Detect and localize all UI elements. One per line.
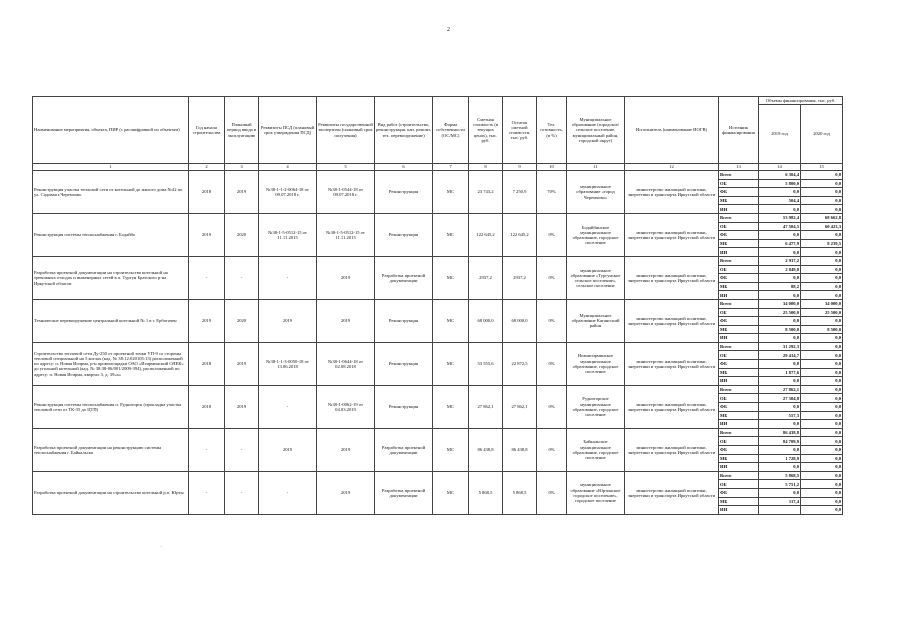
column-number: 6 <box>375 164 433 171</box>
amount-2019: 0,0 <box>759 377 801 386</box>
header-expertise: Реквизиты государственной экспертизы (плановый срок получения) <box>317 97 375 164</box>
amount-2019: 31 292,3 <box>759 342 801 351</box>
funding-source: Всего <box>719 428 759 437</box>
header-start: Год начала строительства <box>189 97 225 164</box>
amount-2020: 0,0 <box>801 256 843 265</box>
executor: министерство жилищной политики, энергетики и транспорта Иркутской области <box>625 213 719 256</box>
funding-source: ФБ <box>719 488 759 497</box>
column-number: 9 <box>503 164 537 171</box>
page-number: 2 <box>447 27 450 33</box>
header-rest: Остаток сметной стоимости, тыс. руб. <box>503 97 537 164</box>
start-year: 2019 <box>189 213 225 256</box>
amount-2020: 0,0 <box>801 265 843 274</box>
funding-source: ФБ <box>719 317 759 326</box>
ownership-form: МС <box>433 471 469 514</box>
work-type: Реконструкция <box>375 299 433 342</box>
object-name: Реконструкция участка тепловой сети от котельной до жилого дома №42 по ул. Садовая г.Черемхово <box>33 171 189 214</box>
end-period: 2020 <box>225 299 259 342</box>
amount-2019: 0,0 <box>759 231 801 240</box>
remaining-cost: 122 645,2 <box>503 213 537 256</box>
amount-2019: 27 862,1 <box>759 385 801 394</box>
funding-source: МБ <box>719 411 759 420</box>
amount-2020: 0,0 <box>801 411 843 420</box>
funding-source: МБ <box>719 325 759 334</box>
municipality: муниципальное образование «Тургунское сельское поселение», сельское поселение <box>567 256 625 299</box>
funding-source: МБ <box>719 497 759 506</box>
amount-2020: 0,0 <box>801 171 843 180</box>
funding-source: ОБ <box>719 222 759 231</box>
header-funding-title: Объемы финансирования, тыс. руб. <box>759 97 843 105</box>
expertise-details: 2019 <box>317 428 375 471</box>
ownership-form: МС <box>433 385 469 428</box>
remaining-cost: 27 862,1 <box>503 385 537 428</box>
amount-2020: 0,0 <box>801 179 843 188</box>
amount-2020: 0,0 <box>801 291 843 300</box>
funding-source: ИИ <box>719 334 759 343</box>
funding-source: ОБ <box>719 437 759 446</box>
funding-source: ФБ <box>719 446 759 455</box>
amount-2020: 60 423,3 <box>801 222 843 231</box>
amount-2019: 504,4 <box>759 196 801 205</box>
psd-details: 2019 <box>259 299 317 342</box>
financing-table <box>32 96 843 515</box>
remaining-cost: 5 868,5 <box>503 471 537 514</box>
amount-2020: 0,0 <box>801 403 843 412</box>
amount-2019: 47 504,5 <box>759 222 801 231</box>
amount-2019: 0,0 <box>759 248 801 257</box>
funding-source: ОБ <box>719 394 759 403</box>
column-numbers-row <box>33 164 843 171</box>
object-name: Разработка проектной документации на реконструкцию системы теплоснабжения г. Байкальска <box>33 428 189 471</box>
work-type: Реконструкция <box>375 385 433 428</box>
column-number: 5 <box>317 164 375 171</box>
amount-2020: 0,0 <box>801 368 843 377</box>
amount-2020: 25 500,0 <box>801 308 843 317</box>
column-number: 2 <box>189 164 225 171</box>
readiness: 0% <box>537 471 567 514</box>
amount-2019: 2 849,0 <box>759 265 801 274</box>
amount-2020: 8 239,5 <box>801 239 843 248</box>
readiness: 0% <box>537 342 567 385</box>
end-period: 2020 <box>225 213 259 256</box>
header-work: Вид работ (строительство, реконструкция, кап. ремонт, тех. перевооружение) <box>375 97 433 164</box>
header-year1: 2019 год <box>759 105 801 164</box>
object-name: Реконструкция системы теплоснабжения г. Бодайбо <box>33 213 189 256</box>
column-number: 11 <box>567 164 625 171</box>
funding-source: Всего <box>719 471 759 480</box>
end-period: 2019 <box>225 342 259 385</box>
amount-2020: 34 000,0 <box>801 299 843 308</box>
funding-source: ИИ <box>719 463 759 472</box>
object-name: Техническое перевооружение центральной котельной № 1 в г. Ербогачен <box>33 299 189 342</box>
funding-source: МБ <box>719 282 759 291</box>
start-year: 2018 <box>189 342 225 385</box>
amount-2019: 0,0 <box>759 463 801 472</box>
estimated-cost: 5 868,5 <box>469 471 503 514</box>
funding-source: ОБ <box>719 265 759 274</box>
amount-2020: 0,0 <box>801 506 843 515</box>
amount-2019: 5 751,2 <box>759 480 801 489</box>
amount-2019: 0,0 <box>759 205 801 214</box>
municipality: Рудногорское муниципальное образование, городское поселение <box>567 385 625 428</box>
funding-source: ОБ <box>719 351 759 360</box>
amount-2019: 34 000,0 <box>759 299 801 308</box>
amount-2020: 0,0 <box>801 317 843 326</box>
object-name: Разработка проектной документации на строительство котельной на тревожных отходах и инженерных сетей в п. Тургун Братского р-на Иркутской области <box>33 256 189 299</box>
amount-2020: 0,0 <box>801 497 843 506</box>
amount-2019: 6 477,9 <box>759 239 801 248</box>
ownership-form: МС <box>433 299 469 342</box>
psd-details: №38-1-5-0512-15 от 11.11.2015 <box>259 213 317 256</box>
work-type: Реконструкция <box>375 171 433 214</box>
estimated-cost: 23 743,2 <box>469 171 503 214</box>
municipality: муниципальное образование «Юртинское городское поселение», городское поселение <box>567 471 625 514</box>
amount-2019: 2 937,2 <box>759 256 801 265</box>
column-number: 15 <box>801 164 843 171</box>
expertise-details: №38-1-5-0512-15 от 11.11.2015 <box>317 213 375 256</box>
amount-2019: 0,0 <box>759 274 801 283</box>
start-year: 2019 <box>189 299 225 342</box>
start-year: 2018 <box>189 385 225 428</box>
table-row <box>33 428 843 437</box>
funding-source: ИИ <box>719 377 759 386</box>
amount-2019: 0,0 <box>759 360 801 369</box>
amount-2019: 1 728,9 <box>759 454 801 463</box>
scan-mark: ˙ <box>160 546 162 552</box>
start-year: - <box>189 256 225 299</box>
header-mo: Муниципальное образование (городское/сельское поселение, муниципальный район, городской округ) <box>567 97 625 164</box>
work-type: Разработка проектной документации <box>375 428 433 471</box>
amount-2019: 53 982,4 <box>759 213 801 222</box>
estimated-cost: 2937,2 <box>469 256 503 299</box>
amount-2020: 0,0 <box>801 188 843 197</box>
work-type: Реконструкция <box>375 342 433 385</box>
amount-2019: 557,3 <box>759 411 801 420</box>
table-row <box>33 342 843 351</box>
municipality: Новоигирминское муниципальное образование, городское поселение <box>567 342 625 385</box>
executor: министерство жилищной политики, энергетики и транспорта Иркутской области <box>625 428 719 471</box>
funding-source: ИИ <box>719 506 759 515</box>
estimated-cost: 53 555,6 <box>469 342 503 385</box>
header-form: Форма собственности (ОС/МС) <box>433 97 469 164</box>
header-cost: Сметная стоимость (в текущих ценах), тыс. руб. <box>469 97 503 164</box>
funding-source: Всего <box>719 213 759 222</box>
amount-2019: 8 500,0 <box>759 325 801 334</box>
end-period: 2019 <box>225 385 259 428</box>
expertise-details: №38-1-0544-18 от 09.07.2018 г. <box>317 171 375 214</box>
funding-source: ОБ <box>719 308 759 317</box>
amount-2020: 0,0 <box>801 480 843 489</box>
table-row <box>33 299 843 308</box>
amount-2020: 0,0 <box>801 428 843 437</box>
funding-source: ОБ <box>719 179 759 188</box>
funding-source: МБ <box>719 454 759 463</box>
amount-2020: 0,0 <box>801 394 843 403</box>
municipality: Байкальское муниципальное образование, городское поселение <box>567 428 625 471</box>
object-name: Реконструкция системы теплоснабжения п. Рудногорск (прокладка участка тепловой сети от ТК-35 до ЦТП) <box>33 385 189 428</box>
expertise-details: 2019 <box>317 299 375 342</box>
estimated-cost: 86 438,8 <box>469 428 503 471</box>
object-name: Строительство тепловой сети Ду-250 от проектной точки УП-9 со стороны тепловой специальной на 5 котлах (кад. № 38:12:020105:13) расположенной по адресу: п. Новая Игирма, р-н промплощадки ОАО «Игирминский ОЛЕК» до угольной котельной (кад. № 38:38-06/001/2009-394), расположенной по адресу: п. Новая Игирма, квартал 3, д. 39«а» <box>33 342 189 385</box>
amount-2020: 0,0 <box>801 334 843 343</box>
column-number: 7 <box>433 164 469 171</box>
expertise-details: 2019 <box>317 471 375 514</box>
table-row <box>33 171 843 180</box>
amount-2019: 0,0 <box>759 488 801 497</box>
funding-source: ИИ <box>719 420 759 429</box>
amount-2020: 0,0 <box>801 377 843 386</box>
readiness: 0% <box>537 299 567 342</box>
ownership-form: МС <box>433 428 469 471</box>
funding-source: МБ <box>719 239 759 248</box>
amount-2019: 25 500,0 <box>759 308 801 317</box>
estimated-cost: 122 645,2 <box>469 213 503 256</box>
amount-2020: 0,0 <box>801 454 843 463</box>
expertise-details: №38-1-0062-19 от 04.03.2019 <box>317 385 375 428</box>
amount-2019: 0,0 <box>759 188 801 197</box>
remaining-cost: 7 250,9 <box>503 171 537 214</box>
expertise-details: №38-1-0644-18 от 02.08.2018 <box>317 342 375 385</box>
amount-2020: 0,0 <box>801 446 843 455</box>
municipality: Бодайбинское муниципальное образование, городское поселение <box>567 213 625 256</box>
amount-2020: 0,0 <box>801 196 843 205</box>
readiness: 70% <box>537 171 567 214</box>
remaining-cost: 68 000,0 <box>503 299 537 342</box>
readiness: 0% <box>537 385 567 428</box>
amount-2019: 86 438,8 <box>759 428 801 437</box>
readiness: 0% <box>537 428 567 471</box>
column-number: 3 <box>225 164 259 171</box>
amount-2020: 0,0 <box>801 205 843 214</box>
expertise-details: 2019 <box>317 256 375 299</box>
amount-2020: 0,0 <box>801 488 843 497</box>
executor: министерство жилищной политики, энергетики и транспорта Иркутской области <box>625 299 719 342</box>
funding-source: ОБ <box>719 480 759 489</box>
end-period: - <box>225 256 259 299</box>
table-row <box>33 471 843 480</box>
amount-2019: 6 304,4 <box>759 171 801 180</box>
amount-2019: 5 800,0 <box>759 179 801 188</box>
funding-source: ФБ <box>719 188 759 197</box>
amount-2020: 0,0 <box>801 342 843 351</box>
header-end: Плановый период ввода в эксплуатацию <box>225 97 259 164</box>
psd-details: №38-1-1-2-0064-18 от 09.07.2018 г. <box>259 171 317 214</box>
header-exec: Исполнитель (наименование ИОГВ) <box>625 97 719 164</box>
amount-2019: 5 868,5 <box>759 471 801 480</box>
header-year2: 2020 год <box>801 105 843 164</box>
amount-2020: 0,0 <box>801 282 843 291</box>
amount-2020: 0,0 <box>801 231 843 240</box>
funding-source: Всего <box>719 342 759 351</box>
amount-2019: 27 304,8 <box>759 394 801 403</box>
executor: министерство жилищной политики, энергетики и транспорта Иркутской области <box>625 471 719 514</box>
column-number: 1 <box>33 164 189 171</box>
end-period: - <box>225 428 259 471</box>
funding-source: ФБ <box>719 360 759 369</box>
psd-details: - <box>259 471 317 514</box>
amount-2019: 0,0 <box>759 446 801 455</box>
estimated-cost: 68 000,0 <box>469 299 503 342</box>
column-number: 8 <box>469 164 503 171</box>
amount-2020: 0,0 <box>801 274 843 283</box>
ownership-form: МС <box>433 213 469 256</box>
psd-details: - <box>259 385 317 428</box>
start-year: - <box>189 428 225 471</box>
header-psd: Реквизиты ПСД (плановый срок утверждения ПСД) <box>259 97 317 164</box>
amount-2019: 84 709,9 <box>759 437 801 446</box>
amount-2020: 0,0 <box>801 385 843 394</box>
amount-2020: 0,0 <box>801 463 843 472</box>
funding-source: МБ <box>719 368 759 377</box>
amount-2019: 0,0 <box>759 334 801 343</box>
remaining-cost: 2937,2 <box>503 256 537 299</box>
table-row <box>33 385 843 394</box>
end-period: - <box>225 471 259 514</box>
column-number: 14 <box>759 164 801 171</box>
executor: министерство жилищной политики, энергетики и транспорта Иркутской области <box>625 171 719 214</box>
header-source: Источник финансирования <box>719 97 759 164</box>
funding-source: ИИ <box>719 291 759 300</box>
start-year: - <box>189 471 225 514</box>
header-ready: Тех. готовность, (в %) <box>537 97 567 164</box>
readiness: 0% <box>537 213 567 256</box>
psd-details: - <box>259 256 317 299</box>
header-name: Наименование мероприятия, объекта, ПИР (с расшифровкой по объектам) <box>33 97 189 164</box>
amount-2020: 0,0 <box>801 351 843 360</box>
amount-2019: 0,0 <box>759 291 801 300</box>
amount-2020: 0,0 <box>801 360 843 369</box>
amount-2019: 117,4 <box>759 497 801 506</box>
start-year: 2018 <box>189 171 225 214</box>
funding-source: ФБ <box>719 403 759 412</box>
ownership-form: МС <box>433 342 469 385</box>
object-name: Разработка проектной документации на строительство котельной р.п. Юрты <box>33 471 189 514</box>
funding-source: МБ <box>719 196 759 205</box>
amount-2020: 8 500,0 <box>801 325 843 334</box>
ownership-form: МС <box>433 171 469 214</box>
psd-details: №38-1-1-3-0050-18 от 13.06.2018 <box>259 342 317 385</box>
remaining-cost: 22 872,5 <box>503 342 537 385</box>
amount-2020: 0,0 <box>801 437 843 446</box>
funding-source: Всего <box>719 299 759 308</box>
psd-details: 2019 <box>259 428 317 471</box>
work-type: Разработка проектной документации <box>375 256 433 299</box>
work-type: Реконструкция <box>375 213 433 256</box>
funding-source: ИИ <box>719 205 759 214</box>
funding-source: Всего <box>719 171 759 180</box>
amount-2019 <box>759 506 801 515</box>
estimated-cost: 27 862,1 <box>469 385 503 428</box>
table-row <box>33 256 843 265</box>
amount-2020: 0,0 <box>801 471 843 480</box>
amount-2019: 29 414,7 <box>759 351 801 360</box>
amount-2019: 0,0 <box>759 317 801 326</box>
amount-2019: 0,0 <box>759 403 801 412</box>
remaining-cost: 86 438,8 <box>503 428 537 471</box>
column-number: 4 <box>259 164 317 171</box>
ownership-form: МС <box>433 256 469 299</box>
work-type: Разработка проектной документации <box>375 471 433 514</box>
table-row <box>33 213 843 222</box>
executor: министерство жилищной политики, энергетики и транспорта Иркутской области <box>625 342 719 385</box>
funding-source: Всего <box>719 385 759 394</box>
amount-2019: 0,0 <box>759 420 801 429</box>
amount-2020: 0,0 <box>801 420 843 429</box>
funding-source: ФБ <box>719 231 759 240</box>
end-period: 2019 <box>225 171 259 214</box>
funding-source: Всего <box>719 256 759 265</box>
readiness: 0% <box>537 256 567 299</box>
amount-2020: 0,0 <box>801 248 843 257</box>
municipality: Муниципальное образование Катангский район <box>567 299 625 342</box>
amount-2019: 1 877,6 <box>759 368 801 377</box>
municipality: муниципальное образование «город Черемхово» <box>567 171 625 214</box>
executor: министерство жилищной политики, энергетики и транспорта Иркутской области <box>625 256 719 299</box>
funding-source: ИИ <box>719 248 759 257</box>
executor: министерство жилищной политики, энергетики и транспорта Иркутской области <box>625 385 719 428</box>
amount-2019: 88,2 <box>759 282 801 291</box>
amount-2020: 68 662,8 <box>801 213 843 222</box>
column-number: 12 <box>625 164 719 171</box>
funding-source: ФБ <box>719 274 759 283</box>
column-number: 10 <box>537 164 567 171</box>
column-number: 13 <box>719 164 759 171</box>
